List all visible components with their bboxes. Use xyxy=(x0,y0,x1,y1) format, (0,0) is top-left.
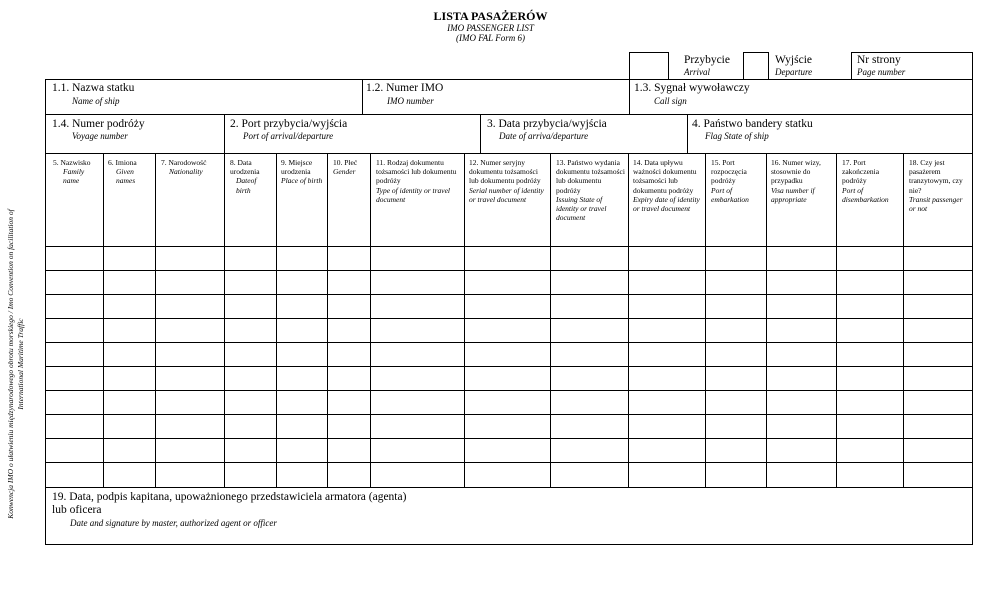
col-header-port-embarkation: 15. Port rozpoczęcia podróży Port of embarkation xyxy=(711,158,749,204)
flag-state-label-en: Flag State of ship xyxy=(705,131,769,141)
col-header-place-of-birth: 9. Miejsce urodzenia Place of birth xyxy=(281,158,323,186)
col-header-date-of-birth: 8. Data urodzenia Dateof birth xyxy=(230,158,260,195)
side-note: Konwencja IMO o ułatwieniu międzynarodowego obrotu morskiego / Imo Convention on facilitation of International Maritime Traffic xyxy=(6,209,25,519)
call-sign-label: 1.3. Sygnał wywoławczy xyxy=(634,82,750,94)
col-header-given-names: 6. Imiona Given names xyxy=(108,158,137,186)
port-label-en: Port of arrival/departure xyxy=(243,131,334,141)
table-row[interactable] xyxy=(45,462,973,463)
arrival-label-en: Arrival xyxy=(684,67,710,77)
col-header-gender: 10. Płeć Gender xyxy=(333,158,358,177)
form-frame xyxy=(45,79,973,545)
page-number-label: Nr strony xyxy=(857,54,901,66)
col-header-document-type: 11. Rodzaj dokumentu tożsamości lub dokumentu podróży Type of identity or travel document xyxy=(376,158,457,204)
arrival-label: Przybycie xyxy=(684,54,730,66)
date-label: 3. Data przybycia/wyjścia xyxy=(487,118,607,130)
table-row[interactable] xyxy=(45,390,973,391)
departure-checkbox[interactable] xyxy=(743,52,769,80)
ship-name-label-en: Name of ship xyxy=(72,96,120,106)
col-header-family-name: 5. Nazwisko Family name xyxy=(53,158,91,186)
signature-field[interactable] xyxy=(46,488,972,544)
flag-state-label: 4. Państwo bandery statku xyxy=(692,118,813,130)
table-row[interactable] xyxy=(45,366,973,367)
signature-label-en: Date and signature by master, authorized agent or officer xyxy=(70,518,277,528)
departure-label-en: Departure xyxy=(775,67,813,77)
ship-name-label: 1.1. Nazwa statku xyxy=(52,82,135,94)
table-row[interactable] xyxy=(45,294,973,295)
page-title: LISTA PASAŻERÓW xyxy=(433,9,548,23)
signature-label: 19. Data, podpis kapitana, upoważnionego przedstawiciela armatora (agenta) xyxy=(52,491,407,503)
date-label-en: Date of arriva/departure xyxy=(499,131,589,141)
col-header-port-disembarkation: 17. Port zakończenia podróży Port of disembarkation xyxy=(842,158,889,204)
table-row[interactable] xyxy=(45,414,973,415)
form-number: (IMO FAL Form 6) xyxy=(456,33,525,43)
imo-number-label: 1.2. Numer IMO xyxy=(366,82,444,94)
table-row[interactable] xyxy=(45,270,973,271)
col-header-transit: 18. Czy jest pasażerem tranzytowym, czy nie? Transit passenger or not xyxy=(909,158,963,214)
col-header-visa-number: 16. Numer wizy, stosownie do przypadku Visa number if appropriate xyxy=(771,158,821,204)
page-number-label-en: Page number xyxy=(857,67,906,77)
page-subtitle: IMO PASSENGER LIST xyxy=(447,23,534,33)
table-row[interactable] xyxy=(45,438,973,439)
voyage-number-label: 1.4. Numer podróży xyxy=(52,118,145,130)
table-row[interactable] xyxy=(45,318,973,319)
col-header-issuing-state: 13. Państwo wydania dokumentu tożsamości lub dokumentu podróży Issuing State of identity or travel document xyxy=(556,158,625,223)
col-header-document-serial: 12. Numer seryjny dokumentu tożsamości lub dokumentu podróży Serial number of identity or travel document xyxy=(469,158,544,204)
port-label: 2. Port przybycia/wyjścia xyxy=(230,118,348,130)
call-sign-label-en: Call sign xyxy=(654,96,687,106)
arrival-checkbox[interactable] xyxy=(629,52,669,80)
imo-number-label-en: IMO number xyxy=(387,96,434,106)
table-row[interactable] xyxy=(45,342,973,343)
voyage-number-label-en: Voyage number xyxy=(72,131,128,141)
col-header-expiry-date: 14. Data upływu ważności dokumentu tożsamości lub dokumentu podróży Expiry date of identity or travel document xyxy=(633,158,700,214)
col-header-nationality: 7. Narodowość Nationality xyxy=(161,158,207,177)
departure-label: Wyjście xyxy=(775,54,812,66)
signature-label-line2: lub oficera xyxy=(52,504,102,516)
